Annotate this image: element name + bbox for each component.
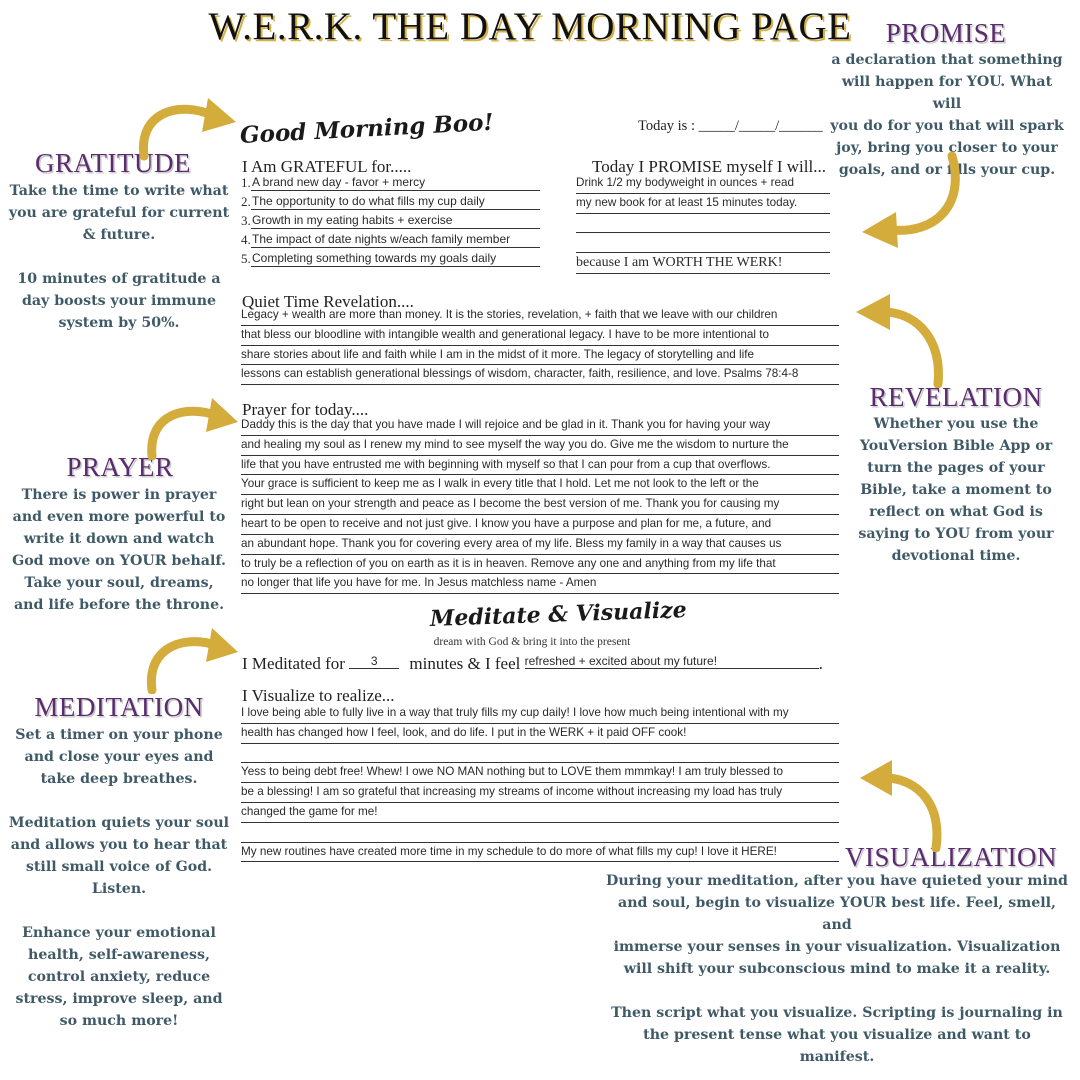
- revelation-label: Quiet Time Revelation....: [242, 292, 414, 311]
- visualize-line: Yess to being debt free! Whew! I owe NO MAN nothing but to LOVE them mmmkay! I am truly blessed to: [241, 763, 839, 783]
- list-item: 3. Growth in my eating habits + exercise: [241, 210, 540, 229]
- visualize-line: I love being able to fully live in a way that truly fills my cup daily! I love how much being intentional with my: [241, 704, 839, 724]
- prayer-lines: [241, 416, 839, 594]
- visualize-line: health has changed how I feel, look, and do life. I put in the WERK + it paid OFF cook!: [241, 724, 839, 744]
- feeling-value: refreshed + excited about my future!: [525, 654, 819, 669]
- revelation-heading: REVELATION: [869, 382, 1043, 412]
- revelation-line: share stories about life and faith while I am in the midst of it more. The legacy of storytelling and life: [241, 346, 839, 366]
- promise-line: Drink 1/2 my bodyweight in ounces + read: [576, 174, 830, 194]
- prayer-line: no longer that life you have for me. In Jesus matchless name - Amen: [241, 574, 839, 594]
- visualize-label: I Visualize to realize...: [242, 686, 395, 705]
- promise-line: my new book for at least 15 minutes today.: [576, 194, 830, 214]
- visualize-line: changed the game for me!: [241, 803, 839, 823]
- list-item: 4. The impact of date nights w/each family member: [241, 229, 540, 248]
- promise-arrow-icon: [858, 150, 970, 250]
- revelation-line: lessons can establish generational blessings of wisdom, character, faith, resilience, and love. Psalms 78:4-8: [241, 365, 839, 385]
- gratitude-arrow-icon: [130, 92, 240, 162]
- promise-heading: PROMISE: [885, 18, 1007, 48]
- prayer-line: Daddy this is the day that you have made I will rejoice and be glad in it. Thank you for having your way: [241, 416, 839, 436]
- prayer-line: heart to be open to receive and not just give. I know you have a purpose and plan for me, a future, and: [241, 515, 839, 535]
- revelation-text: Whether you use the YouVersion Bible App or turn the pages of your Bible, take a moment to reflect on what God is saying to YOU from your devotional time.: [858, 416, 1054, 564]
- meditation-prefix: I Meditated for: [242, 654, 345, 673]
- promise-text: a declaration that something will happen for YOU. What will you do for you that will spark joy, bring you closer to your goals, and or fills your cup.: [830, 52, 1064, 178]
- visualize-line: [241, 744, 839, 764]
- greeting-heading: Good Morning Boo!: [239, 108, 495, 149]
- gratitude-text: Take the time to write what you are grateful for current & future. 10 minutes of gratitude a day boosts your immune system by 50%.: [8, 183, 230, 331]
- list-item: 5. Completing something towards my goals daily: [241, 248, 540, 267]
- prayer-line: right but lean on your strength and peace as I become the best version of me. Thank you for causing my: [241, 495, 839, 515]
- visualization-heading: VISUALIZATION: [845, 842, 1057, 872]
- visualize-line: [241, 823, 839, 843]
- promise-line: [576, 214, 830, 234]
- page-title: W.E.R.K. THE DAY MORNING PAGE: [208, 5, 852, 48]
- prayer-text: There is power in prayer and even more powerful to write it down and watch God move on YOUR behalf. Take your soul, dreams, and life before the throne.: [12, 487, 226, 613]
- revelation-line: Legacy + wealth are more than money. It is the stories, revelation, + faith that we leave with our children: [241, 306, 839, 326]
- minutes-value: 3: [349, 654, 399, 669]
- visualize-lines: [241, 704, 839, 862]
- meditation-heading: MEDITATION: [34, 692, 204, 722]
- list-item: 1. A brand new day - favor + mercy: [241, 172, 540, 191]
- promise-line: [576, 233, 830, 253]
- promise-closing: because I am WORTH THE WERK!: [576, 253, 830, 274]
- promise-label: Today I PROMISE myself I will...: [592, 157, 826, 176]
- visualization-text: During your meditation, after you have quieted your mind and soul, begin to visualize YOUR best life. Feel, smell, and immerse your senses in your visualization. Visualization will shift your subconscious mind to make it a reality. Then script what you visualize. Scripting is journaling in the present tense what you visualize and want to manifest.: [606, 873, 1068, 1065]
- meditation-suffix: minutes & I feel: [409, 654, 521, 673]
- prayer-line: and healing my soul as I renew my mind to see myself the way you do. Give me the wisdom to nurture the: [241, 436, 839, 456]
- promise-lines: [576, 174, 830, 274]
- grateful-label: I Am GRATEFUL for.....: [242, 157, 412, 176]
- visualization-arrow-icon: [856, 752, 952, 852]
- prayer-line: life that you have entrusted me with beginning with myself so that I can pour from a cup that overflows.: [241, 456, 839, 476]
- visualize-line: be a blessing! I am so grateful that increasing my streams of income without increasing my load has truly: [241, 783, 839, 803]
- meditation-text: Set a timer on your phone and close your eyes and take deep breathes. Meditation quiets your soul and allows you to hear that still small voice of God. Listen. Enhance your emotional health, self-awareness, control anxiety, reduce stress, improve sleep, and so much more!: [8, 727, 230, 1029]
- meditation-arrow-icon: [140, 620, 240, 694]
- gratitude-heading: GRATITUDE: [35, 148, 191, 178]
- revelation-arrow-icon: [852, 288, 952, 388]
- date-field: Today is : _____/_____/______: [638, 118, 823, 134]
- meditate-subheading: dream with God & bring it into the present: [433, 636, 631, 648]
- prayer-line: to truly be a reflection of you on earth as it is in heaven. Remove any one and anything from my life that: [241, 555, 839, 575]
- revelation-lines: [241, 306, 839, 385]
- prayer-label: Prayer for today....: [242, 400, 369, 419]
- prayer-heading: PRAYER: [66, 452, 174, 482]
- meditation-minutes-row: I Meditated for 3 minutes & I feel refreshed + excited about my future! .: [242, 654, 823, 673]
- list-item: 2. The opportunity to do what fills my cup daily: [241, 191, 540, 210]
- visualize-line: My new routines have created more time in my schedule to do more of what fills my cup! I love it HERE!: [241, 843, 839, 863]
- prayer-line: Your grace is sufficient to keep me as I walk in every title that I hold. Let me not look to the left or the: [241, 475, 839, 495]
- meditate-heading: Meditate & Visualize: [429, 597, 688, 632]
- grateful-list: [241, 172, 540, 267]
- revelation-line: that bless our bloodline with intangible wealth and generational legacy. I have to be more intentional to: [241, 326, 839, 346]
- prayer-arrow-icon: [140, 390, 240, 460]
- prayer-line: an abundant hope. Thank you for covering every area of my life. Bless my family in a way that causes us: [241, 535, 839, 555]
